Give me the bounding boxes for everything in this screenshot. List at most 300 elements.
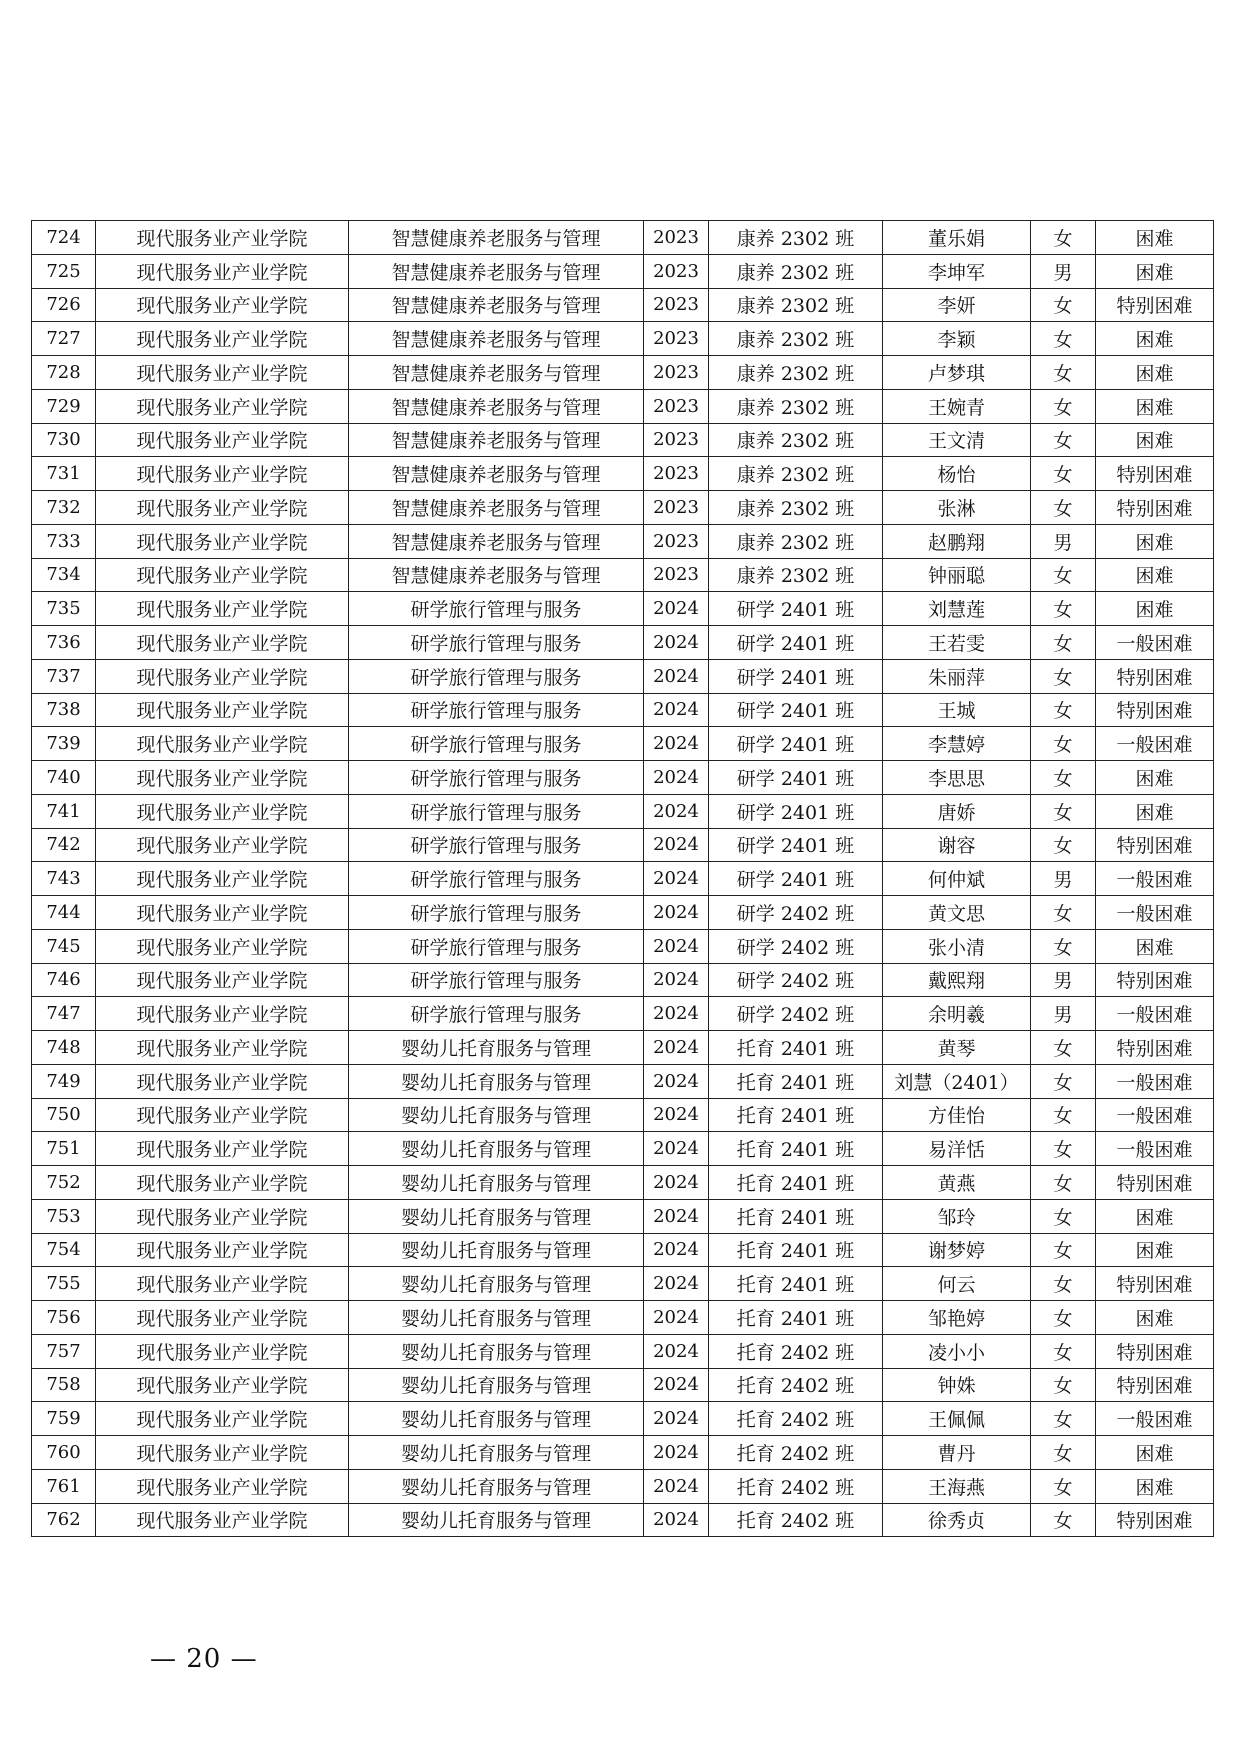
- row-number-cell: 731: [32, 457, 96, 491]
- table-row: [32, 929, 1214, 963]
- table-row: [32, 1064, 1214, 1098]
- gender-cell: 女: [1031, 288, 1096, 322]
- row-number-cell: 762: [32, 1503, 96, 1537]
- gender-cell: 女: [1031, 1469, 1096, 1503]
- difficulty-level-cell: 特别困难: [1096, 491, 1214, 525]
- class-cell: 康养 2302 班: [709, 254, 883, 288]
- student-name-cell: 钟姝: [883, 1368, 1031, 1402]
- page-number: — 20 —: [150, 1644, 258, 1674]
- gender-cell: 女: [1031, 592, 1096, 626]
- major-cell: 研学旅行管理与服务: [349, 862, 644, 896]
- major-cell: 研学旅行管理与服务: [349, 659, 644, 693]
- gender-cell: 女: [1031, 221, 1096, 255]
- student-name-cell: 李思思: [883, 761, 1031, 795]
- year-cell: 2023: [644, 356, 709, 390]
- major-cell: 婴幼儿托育服务与管理: [349, 1031, 644, 1065]
- student-name-cell: 李坤军: [883, 254, 1031, 288]
- class-cell: 托育 2402 班: [709, 1402, 883, 1436]
- gender-cell: 女: [1031, 896, 1096, 930]
- difficulty-level-cell: 一般困难: [1096, 896, 1214, 930]
- major-cell: 婴幼儿托育服务与管理: [349, 1267, 644, 1301]
- row-number-cell: 730: [32, 423, 96, 457]
- row-number-cell: 735: [32, 592, 96, 626]
- gender-cell: 女: [1031, 1064, 1096, 1098]
- class-cell: 康养 2302 班: [709, 221, 883, 255]
- difficulty-level-cell: 困难: [1096, 254, 1214, 288]
- gender-cell: 男: [1031, 963, 1096, 997]
- year-cell: 2024: [644, 659, 709, 693]
- class-cell: 研学 2401 班: [709, 659, 883, 693]
- class-cell: 托育 2401 班: [709, 1031, 883, 1065]
- gender-cell: 女: [1031, 491, 1096, 525]
- year-cell: 2024: [644, 828, 709, 862]
- college-cell: 现代服务业产业学院: [96, 1166, 349, 1200]
- year-cell: 2024: [644, 1166, 709, 1200]
- student-name-cell: 王城: [883, 693, 1031, 727]
- year-cell: 2023: [644, 423, 709, 457]
- major-cell: 智慧健康养老服务与管理: [349, 356, 644, 390]
- table-row: [32, 997, 1214, 1031]
- difficulty-level-cell: 困难: [1096, 1199, 1214, 1233]
- gender-cell: 女: [1031, 626, 1096, 660]
- table-row: [32, 1436, 1214, 1470]
- college-cell: 现代服务业产业学院: [96, 1199, 349, 1233]
- year-cell: 2024: [644, 1233, 709, 1267]
- student-name-cell: 王文清: [883, 423, 1031, 457]
- difficulty-level-cell: 特别困难: [1096, 1503, 1214, 1537]
- major-cell: 智慧健康养老服务与管理: [349, 524, 644, 558]
- college-cell: 现代服务业产业学院: [96, 693, 349, 727]
- student-name-cell: 董乐娟: [883, 221, 1031, 255]
- row-number-cell: 726: [32, 288, 96, 322]
- college-cell: 现代服务业产业学院: [96, 1031, 349, 1065]
- difficulty-level-cell: 特别困难: [1096, 659, 1214, 693]
- row-number-cell: 733: [32, 524, 96, 558]
- college-cell: 现代服务业产业学院: [96, 322, 349, 356]
- college-cell: 现代服务业产业学院: [96, 491, 349, 525]
- college-cell: 现代服务业产业学院: [96, 558, 349, 592]
- row-number-cell: 740: [32, 761, 96, 795]
- row-number-cell: 758: [32, 1368, 96, 1402]
- major-cell: 婴幼儿托育服务与管理: [349, 1132, 644, 1166]
- major-cell: 智慧健康养老服务与管理: [349, 221, 644, 255]
- college-cell: 现代服务业产业学院: [96, 1064, 349, 1098]
- row-number-cell: 749: [32, 1064, 96, 1098]
- gender-cell: 女: [1031, 423, 1096, 457]
- college-cell: 现代服务业产业学院: [96, 524, 349, 558]
- major-cell: 婴幼儿托育服务与管理: [349, 1436, 644, 1470]
- class-cell: 托育 2402 班: [709, 1503, 883, 1537]
- table-row: [32, 1166, 1214, 1200]
- class-cell: 研学 2401 班: [709, 761, 883, 795]
- gender-cell: 女: [1031, 558, 1096, 592]
- year-cell: 2024: [644, 1199, 709, 1233]
- student-name-cell: 邹艳婷: [883, 1301, 1031, 1335]
- class-cell: 研学 2401 班: [709, 693, 883, 727]
- difficulty-level-cell: 一般困难: [1096, 997, 1214, 1031]
- college-cell: 现代服务业产业学院: [96, 659, 349, 693]
- difficulty-level-cell: 特别困难: [1096, 1334, 1214, 1368]
- student-roster-table: [31, 220, 1214, 1537]
- table-body: [32, 221, 1214, 1537]
- gender-cell: 女: [1031, 929, 1096, 963]
- major-cell: 研学旅行管理与服务: [349, 896, 644, 930]
- difficulty-level-cell: 困难: [1096, 221, 1214, 255]
- year-cell: 2024: [644, 794, 709, 828]
- class-cell: 托育 2401 班: [709, 1166, 883, 1200]
- difficulty-level-cell: 一般困难: [1096, 1132, 1214, 1166]
- difficulty-level-cell: 困难: [1096, 929, 1214, 963]
- table-row: [32, 1098, 1214, 1132]
- table-row: [32, 1503, 1214, 1537]
- year-cell: 2024: [644, 963, 709, 997]
- gender-cell: 男: [1031, 997, 1096, 1031]
- table-row: [32, 254, 1214, 288]
- gender-cell: 女: [1031, 356, 1096, 390]
- student-name-cell: 方佳怡: [883, 1098, 1031, 1132]
- table-row: [32, 288, 1214, 322]
- year-cell: 2024: [644, 997, 709, 1031]
- major-cell: 婴幼儿托育服务与管理: [349, 1334, 644, 1368]
- difficulty-level-cell: 一般困难: [1096, 727, 1214, 761]
- row-number-cell: 752: [32, 1166, 96, 1200]
- class-cell: 托育 2401 班: [709, 1301, 883, 1335]
- class-cell: 托育 2402 班: [709, 1436, 883, 1470]
- difficulty-level-cell: 困难: [1096, 794, 1214, 828]
- row-number-cell: 751: [32, 1132, 96, 1166]
- student-name-cell: 易洋恬: [883, 1132, 1031, 1166]
- college-cell: 现代服务业产业学院: [96, 761, 349, 795]
- college-cell: 现代服务业产业学院: [96, 896, 349, 930]
- year-cell: 2024: [644, 1402, 709, 1436]
- row-number-cell: 757: [32, 1334, 96, 1368]
- year-cell: 2023: [644, 558, 709, 592]
- difficulty-level-cell: 困难: [1096, 1233, 1214, 1267]
- difficulty-level-cell: 困难: [1096, 1469, 1214, 1503]
- row-number-cell: 756: [32, 1301, 96, 1335]
- year-cell: 2024: [644, 862, 709, 896]
- class-cell: 托育 2402 班: [709, 1368, 883, 1402]
- table-row: [32, 693, 1214, 727]
- row-number-cell: 725: [32, 254, 96, 288]
- class-cell: 康养 2302 班: [709, 457, 883, 491]
- table-row: [32, 1267, 1214, 1301]
- major-cell: 婴幼儿托育服务与管理: [349, 1199, 644, 1233]
- major-cell: 婴幼儿托育服务与管理: [349, 1402, 644, 1436]
- major-cell: 婴幼儿托育服务与管理: [349, 1098, 644, 1132]
- table-row: [32, 1199, 1214, 1233]
- student-name-cell: 黄文思: [883, 896, 1031, 930]
- table-row: [32, 322, 1214, 356]
- major-cell: 智慧健康养老服务与管理: [349, 457, 644, 491]
- row-number-cell: 761: [32, 1469, 96, 1503]
- student-name-cell: 杨怡: [883, 457, 1031, 491]
- table-row: [32, 794, 1214, 828]
- class-cell: 研学 2401 班: [709, 828, 883, 862]
- row-number-cell: 739: [32, 727, 96, 761]
- row-number-cell: 741: [32, 794, 96, 828]
- gender-cell: 男: [1031, 862, 1096, 896]
- gender-cell: 女: [1031, 659, 1096, 693]
- table-row: [32, 1334, 1214, 1368]
- row-number-cell: 755: [32, 1267, 96, 1301]
- student-name-cell: 卢梦琪: [883, 356, 1031, 390]
- row-number-cell: 728: [32, 356, 96, 390]
- table-row: [32, 457, 1214, 491]
- major-cell: 婴幼儿托育服务与管理: [349, 1064, 644, 1098]
- gender-cell: 女: [1031, 322, 1096, 356]
- class-cell: 研学 2401 班: [709, 862, 883, 896]
- class-cell: 康养 2302 班: [709, 322, 883, 356]
- major-cell: 智慧健康养老服务与管理: [349, 389, 644, 423]
- college-cell: 现代服务业产业学院: [96, 423, 349, 457]
- college-cell: 现代服务业产业学院: [96, 1301, 349, 1335]
- major-cell: 婴幼儿托育服务与管理: [349, 1233, 644, 1267]
- gender-cell: 女: [1031, 1199, 1096, 1233]
- class-cell: 托育 2401 班: [709, 1132, 883, 1166]
- year-cell: 2023: [644, 221, 709, 255]
- table-row: [32, 356, 1214, 390]
- student-name-cell: 赵鹏翔: [883, 524, 1031, 558]
- difficulty-level-cell: 一般困难: [1096, 626, 1214, 660]
- difficulty-level-cell: 特别困难: [1096, 457, 1214, 491]
- class-cell: 托育 2401 班: [709, 1064, 883, 1098]
- gender-cell: 女: [1031, 693, 1096, 727]
- class-cell: 康养 2302 班: [709, 524, 883, 558]
- student-name-cell: 戴熙翔: [883, 963, 1031, 997]
- student-name-cell: 刘慧（2401）: [883, 1064, 1031, 1098]
- difficulty-level-cell: 困难: [1096, 322, 1214, 356]
- student-name-cell: 李妍: [883, 288, 1031, 322]
- student-name-cell: 李慧婷: [883, 727, 1031, 761]
- student-name-cell: 朱丽萍: [883, 659, 1031, 693]
- year-cell: 2023: [644, 524, 709, 558]
- college-cell: 现代服务业产业学院: [96, 626, 349, 660]
- year-cell: 2024: [644, 1334, 709, 1368]
- year-cell: 2023: [644, 288, 709, 322]
- year-cell: 2024: [644, 761, 709, 795]
- year-cell: 2024: [644, 1064, 709, 1098]
- student-name-cell: 何仲斌: [883, 862, 1031, 896]
- gender-cell: 女: [1031, 1436, 1096, 1470]
- gender-cell: 女: [1031, 1503, 1096, 1537]
- row-number-cell: 744: [32, 896, 96, 930]
- college-cell: 现代服务业产业学院: [96, 1267, 349, 1301]
- gender-cell: 女: [1031, 1368, 1096, 1402]
- year-cell: 2024: [644, 1503, 709, 1537]
- major-cell: 研学旅行管理与服务: [349, 997, 644, 1031]
- class-cell: 康养 2302 班: [709, 356, 883, 390]
- student-name-cell: 谢容: [883, 828, 1031, 862]
- student-name-cell: 黄燕: [883, 1166, 1031, 1200]
- major-cell: 研学旅行管理与服务: [349, 693, 644, 727]
- gender-cell: 女: [1031, 727, 1096, 761]
- major-cell: 研学旅行管理与服务: [349, 929, 644, 963]
- year-cell: 2023: [644, 254, 709, 288]
- table-row: [32, 1301, 1214, 1335]
- difficulty-level-cell: 特别困难: [1096, 1031, 1214, 1065]
- gender-cell: 女: [1031, 1267, 1096, 1301]
- major-cell: 婴幼儿托育服务与管理: [349, 1368, 644, 1402]
- student-name-cell: 唐娇: [883, 794, 1031, 828]
- college-cell: 现代服务业产业学院: [96, 862, 349, 896]
- difficulty-level-cell: 一般困难: [1096, 1098, 1214, 1132]
- college-cell: 现代服务业产业学院: [96, 288, 349, 322]
- table-row: [32, 1233, 1214, 1267]
- college-cell: 现代服务业产业学院: [96, 254, 349, 288]
- table-row: [32, 1368, 1214, 1402]
- year-cell: 2023: [644, 389, 709, 423]
- class-cell: 研学 2401 班: [709, 592, 883, 626]
- major-cell: 研学旅行管理与服务: [349, 963, 644, 997]
- year-cell: 2024: [644, 1469, 709, 1503]
- college-cell: 现代服务业产业学院: [96, 1436, 349, 1470]
- difficulty-level-cell: 特别困难: [1096, 1166, 1214, 1200]
- year-cell: 2023: [644, 322, 709, 356]
- year-cell: 2024: [644, 929, 709, 963]
- major-cell: 研学旅行管理与服务: [349, 761, 644, 795]
- table-row: [32, 761, 1214, 795]
- college-cell: 现代服务业产业学院: [96, 794, 349, 828]
- major-cell: 研学旅行管理与服务: [349, 626, 644, 660]
- row-number-cell: 734: [32, 558, 96, 592]
- class-cell: 托育 2401 班: [709, 1199, 883, 1233]
- difficulty-level-cell: 特别困难: [1096, 693, 1214, 727]
- table-row: [32, 828, 1214, 862]
- student-name-cell: 钟丽聪: [883, 558, 1031, 592]
- student-name-cell: 凌小小: [883, 1334, 1031, 1368]
- gender-cell: 女: [1031, 1233, 1096, 1267]
- college-cell: 现代服务业产业学院: [96, 592, 349, 626]
- row-number-cell: 754: [32, 1233, 96, 1267]
- table-row: [32, 1031, 1214, 1065]
- student-name-cell: 邹玲: [883, 1199, 1031, 1233]
- gender-cell: 女: [1031, 1301, 1096, 1335]
- difficulty-level-cell: 特别困难: [1096, 288, 1214, 322]
- student-name-cell: 徐秀贞: [883, 1503, 1031, 1537]
- major-cell: 研学旅行管理与服务: [349, 828, 644, 862]
- gender-cell: 女: [1031, 828, 1096, 862]
- row-number-cell: 759: [32, 1402, 96, 1436]
- difficulty-level-cell: 一般困难: [1096, 862, 1214, 896]
- row-number-cell: 750: [32, 1098, 96, 1132]
- table-row: [32, 659, 1214, 693]
- class-cell: 托育 2401 班: [709, 1233, 883, 1267]
- college-cell: 现代服务业产业学院: [96, 389, 349, 423]
- row-number-cell: 736: [32, 626, 96, 660]
- college-cell: 现代服务业产业学院: [96, 1132, 349, 1166]
- class-cell: 研学 2401 班: [709, 794, 883, 828]
- college-cell: 现代服务业产业学院: [96, 1503, 349, 1537]
- table-row: [32, 1402, 1214, 1436]
- year-cell: 2024: [644, 896, 709, 930]
- gender-cell: 男: [1031, 254, 1096, 288]
- gender-cell: 女: [1031, 794, 1096, 828]
- gender-cell: 女: [1031, 1098, 1096, 1132]
- college-cell: 现代服务业产业学院: [96, 828, 349, 862]
- college-cell: 现代服务业产业学院: [96, 963, 349, 997]
- difficulty-level-cell: 困难: [1096, 389, 1214, 423]
- row-number-cell: 742: [32, 828, 96, 862]
- year-cell: 2024: [644, 1098, 709, 1132]
- major-cell: 研学旅行管理与服务: [349, 794, 644, 828]
- row-number-cell: 747: [32, 997, 96, 1031]
- table-row: [32, 727, 1214, 761]
- difficulty-level-cell: 困难: [1096, 592, 1214, 626]
- row-number-cell: 748: [32, 1031, 96, 1065]
- student-name-cell: 谢梦婷: [883, 1233, 1031, 1267]
- college-cell: 现代服务业产业学院: [96, 1469, 349, 1503]
- year-cell: 2024: [644, 1368, 709, 1402]
- year-cell: 2024: [644, 1301, 709, 1335]
- class-cell: 康养 2302 班: [709, 288, 883, 322]
- gender-cell: 女: [1031, 1031, 1096, 1065]
- gender-cell: 女: [1031, 1132, 1096, 1166]
- major-cell: 智慧健康养老服务与管理: [349, 491, 644, 525]
- college-cell: 现代服务业产业学院: [96, 1368, 349, 1402]
- class-cell: 研学 2401 班: [709, 626, 883, 660]
- year-cell: 2023: [644, 491, 709, 525]
- college-cell: 现代服务业产业学院: [96, 1402, 349, 1436]
- gender-cell: 男: [1031, 524, 1096, 558]
- difficulty-level-cell: 一般困难: [1096, 1402, 1214, 1436]
- table-row: [32, 491, 1214, 525]
- row-number-cell: 760: [32, 1436, 96, 1470]
- difficulty-level-cell: 困难: [1096, 1436, 1214, 1470]
- major-cell: 婴幼儿托育服务与管理: [349, 1301, 644, 1335]
- row-number-cell: 724: [32, 221, 96, 255]
- student-name-cell: 李颖: [883, 322, 1031, 356]
- college-cell: 现代服务业产业学院: [96, 997, 349, 1031]
- year-cell: 2024: [644, 592, 709, 626]
- row-number-cell: 737: [32, 659, 96, 693]
- table-row: [32, 963, 1214, 997]
- table-row: [32, 524, 1214, 558]
- row-number-cell: 729: [32, 389, 96, 423]
- year-cell: 2024: [644, 693, 709, 727]
- row-number-cell: 745: [32, 929, 96, 963]
- student-name-cell: 王若雯: [883, 626, 1031, 660]
- gender-cell: 女: [1031, 389, 1096, 423]
- student-name-cell: 王佩佩: [883, 1402, 1031, 1436]
- student-name-cell: 王海燕: [883, 1469, 1031, 1503]
- college-cell: 现代服务业产业学院: [96, 221, 349, 255]
- college-cell: 现代服务业产业学院: [96, 457, 349, 491]
- major-cell: 智慧健康养老服务与管理: [349, 558, 644, 592]
- difficulty-level-cell: 特别困难: [1096, 1368, 1214, 1402]
- table-row: [32, 1132, 1214, 1166]
- year-cell: 2024: [644, 1267, 709, 1301]
- difficulty-level-cell: 特别困难: [1096, 828, 1214, 862]
- major-cell: 婴幼儿托育服务与管理: [349, 1166, 644, 1200]
- college-cell: 现代服务业产业学院: [96, 727, 349, 761]
- student-name-cell: 黄琴: [883, 1031, 1031, 1065]
- difficulty-level-cell: 特别困难: [1096, 963, 1214, 997]
- year-cell: 2024: [644, 727, 709, 761]
- class-cell: 研学 2402 班: [709, 997, 883, 1031]
- class-cell: 研学 2402 班: [709, 929, 883, 963]
- table-row: [32, 221, 1214, 255]
- student-name-cell: 张淋: [883, 491, 1031, 525]
- table-row: [32, 592, 1214, 626]
- class-cell: 研学 2401 班: [709, 727, 883, 761]
- college-cell: 现代服务业产业学院: [96, 1334, 349, 1368]
- class-cell: 研学 2402 班: [709, 963, 883, 997]
- row-number-cell: 727: [32, 322, 96, 356]
- difficulty-level-cell: 特别困难: [1096, 1267, 1214, 1301]
- student-name-cell: 张小清: [883, 929, 1031, 963]
- student-name-cell: 余明羲: [883, 997, 1031, 1031]
